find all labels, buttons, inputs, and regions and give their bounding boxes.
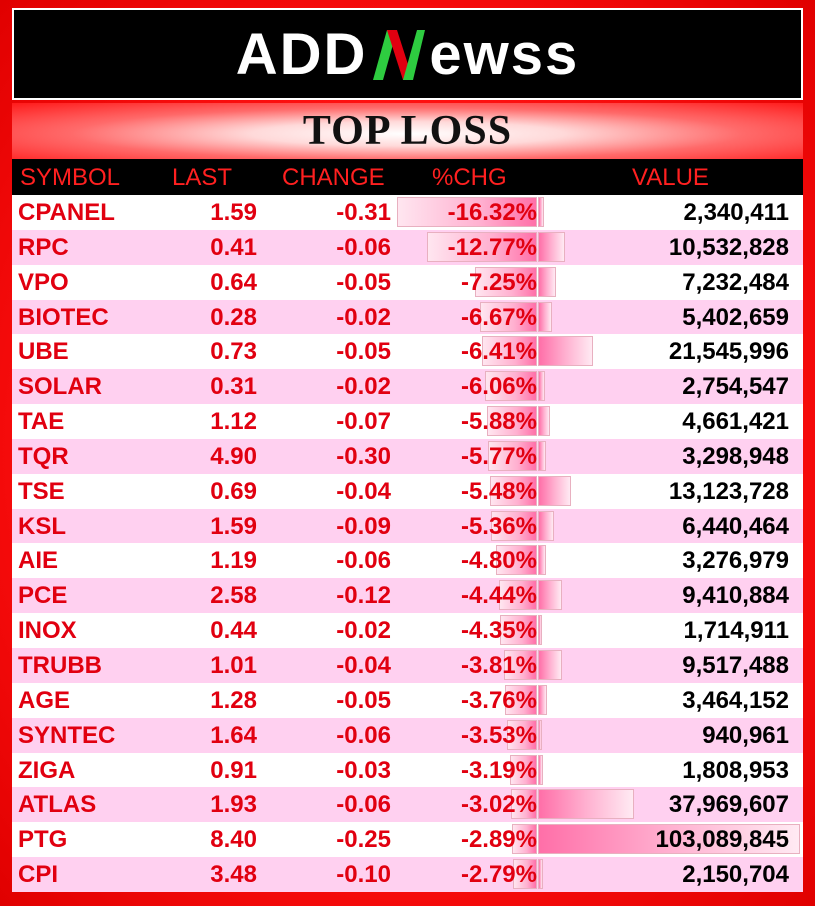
logo-text-right: ewss xyxy=(429,21,580,87)
page-title: TOP LOSS xyxy=(302,108,513,154)
cell-pctchg: -7.25% xyxy=(460,268,537,296)
table-row xyxy=(12,718,803,753)
table-row xyxy=(12,509,803,544)
table-row xyxy=(12,753,803,788)
cell-symbol: SYNTEC xyxy=(18,721,116,749)
table-row xyxy=(12,648,803,683)
cell-change: -0.02 xyxy=(336,617,391,645)
value-bar xyxy=(538,580,562,610)
value-bar xyxy=(538,685,547,715)
table-row xyxy=(12,300,803,335)
cell-pctchg: -5.48% xyxy=(460,477,537,505)
cell-last: 1.28 xyxy=(210,686,257,714)
logo-n-icon xyxy=(369,24,427,84)
cell-last: 0.64 xyxy=(210,268,257,296)
cell-last: 4.90 xyxy=(210,442,257,470)
table-row xyxy=(12,230,803,265)
cell-symbol: TSE xyxy=(18,477,65,505)
cell-symbol: PCE xyxy=(18,582,68,610)
cell-pctchg: -6.06% xyxy=(460,373,537,401)
cell-pctchg: -16.32% xyxy=(447,199,537,226)
value-bar xyxy=(538,232,565,262)
cell-last: 0.73 xyxy=(210,338,257,366)
cell-value: 1,808,953 xyxy=(682,756,789,784)
table-row xyxy=(12,195,803,230)
value-bar xyxy=(538,336,593,366)
cell-change: -0.05 xyxy=(336,686,391,714)
header-change: CHANGE xyxy=(282,164,385,191)
cell-change: -0.06 xyxy=(336,791,391,819)
cell-pctchg: -4.80% xyxy=(460,547,537,575)
cell-last: 8.40 xyxy=(210,826,257,854)
cell-last: 1.64 xyxy=(210,721,257,749)
cell-value: 9,410,884 xyxy=(682,582,789,610)
cell-last: 0.91 xyxy=(210,756,257,784)
cell-symbol: ATLAS xyxy=(18,791,97,819)
cell-change: -0.07 xyxy=(336,408,391,436)
cell-symbol: RPC xyxy=(18,233,69,261)
cell-change: -0.12 xyxy=(336,582,391,610)
table-row xyxy=(12,857,803,892)
cell-change: -0.04 xyxy=(336,651,391,679)
cell-value: 21,545,996 xyxy=(668,338,789,366)
table-row xyxy=(12,474,803,509)
cell-value: 2,150,704 xyxy=(682,861,789,889)
table-header xyxy=(12,159,803,195)
header-symbol: SYMBOL xyxy=(20,164,121,191)
cell-change: -0.06 xyxy=(336,721,391,749)
table-row xyxy=(12,404,803,439)
cell-last: 1.59 xyxy=(210,199,257,226)
title-band xyxy=(12,103,803,159)
header-pctchg: %CHG xyxy=(432,164,507,191)
value-bar xyxy=(538,267,556,297)
cell-last: 1.19 xyxy=(210,547,257,575)
table-row xyxy=(12,787,803,822)
cell-symbol: CPANEL xyxy=(18,199,115,226)
cell-value: 13,123,728 xyxy=(668,477,789,505)
cell-value: 5,402,659 xyxy=(682,303,789,331)
cell-value: 2,340,411 xyxy=(683,199,789,226)
cell-pctchg: -6.67% xyxy=(460,303,537,331)
value-bar xyxy=(538,789,634,819)
loss-table xyxy=(12,159,803,892)
value-bar xyxy=(538,545,546,575)
cell-symbol: VPO xyxy=(18,268,69,296)
value-bar xyxy=(538,476,571,506)
value-bar xyxy=(538,441,546,471)
table-body xyxy=(12,195,803,892)
cell-symbol: INOX xyxy=(18,617,77,645)
cell-pctchg: -3.19% xyxy=(460,756,537,784)
cell-value: 9,517,488 xyxy=(682,651,789,679)
value-bar xyxy=(538,859,543,889)
cell-change: -0.03 xyxy=(336,756,391,784)
cell-symbol: KSL xyxy=(18,512,66,540)
cell-change: -0.25 xyxy=(336,826,391,854)
cell-value: 6,440,464 xyxy=(682,512,789,540)
cell-pctchg: -4.44% xyxy=(460,582,537,610)
cell-pctchg: -3.53% xyxy=(460,721,537,749)
cell-change: -0.09 xyxy=(336,512,391,540)
cell-value: 103,089,845 xyxy=(655,826,789,854)
cell-change: -0.06 xyxy=(336,547,391,575)
table-row xyxy=(12,265,803,300)
cell-value: 1,714,911 xyxy=(683,617,789,645)
cell-pctchg: -6.41% xyxy=(460,338,537,366)
cell-symbol: TAE xyxy=(18,408,65,436)
cell-pctchg: -5.36% xyxy=(460,512,537,540)
value-bar xyxy=(538,302,552,332)
cell-change: -0.31 xyxy=(336,199,391,226)
value-bar xyxy=(538,406,550,436)
cell-last: 1.93 xyxy=(210,791,257,819)
table-row xyxy=(12,822,803,857)
cell-change: -0.30 xyxy=(336,442,391,470)
cell-value: 2,754,547 xyxy=(682,373,789,401)
value-bar xyxy=(538,511,554,541)
table-row xyxy=(12,369,803,404)
value-bar xyxy=(538,371,545,401)
table-row xyxy=(12,543,803,578)
value-bar xyxy=(538,720,542,750)
cell-last: 3.48 xyxy=(210,861,257,889)
value-bar xyxy=(538,650,562,680)
cell-symbol: ZIGA xyxy=(18,756,76,784)
cell-last: 0.28 xyxy=(210,303,257,331)
logo-text-left: ADD xyxy=(235,21,368,87)
cell-pctchg: -3.81% xyxy=(460,651,537,679)
brand-header xyxy=(12,8,803,100)
cell-last: 1.12 xyxy=(210,408,257,436)
table-row xyxy=(12,613,803,648)
cell-value: 10,532,828 xyxy=(668,233,789,261)
cell-symbol: TQR xyxy=(18,442,69,470)
cell-last: 1.01 xyxy=(210,651,257,679)
table-row xyxy=(12,439,803,474)
cell-last: 0.69 xyxy=(210,477,257,505)
cell-last: 1.59 xyxy=(210,512,257,540)
cell-change: -0.05 xyxy=(336,268,391,296)
cell-change: -0.10 xyxy=(336,861,391,889)
cell-value: 940,961 xyxy=(702,721,789,749)
cell-symbol: SOLAR xyxy=(18,373,102,401)
cell-change: -0.04 xyxy=(336,477,391,505)
cell-change: -0.02 xyxy=(336,303,391,331)
cell-value: 7,232,484 xyxy=(682,268,789,296)
cell-last: 0.41 xyxy=(210,233,257,261)
cell-value: 4,661,421 xyxy=(682,408,789,436)
cell-symbol: BIOTEC xyxy=(18,303,109,331)
header-last: LAST xyxy=(172,164,233,191)
cell-last: 2.58 xyxy=(210,582,257,610)
cell-pctchg: -2.89% xyxy=(460,826,537,854)
cell-symbol: AGE xyxy=(18,686,71,714)
cell-pctchg: -5.77% xyxy=(460,442,537,470)
value-bar xyxy=(538,755,543,785)
cell-pctchg: -3.02% xyxy=(460,791,537,819)
cell-change: -0.05 xyxy=(336,338,391,366)
value-bar xyxy=(538,615,542,645)
cell-symbol: UBE xyxy=(18,338,69,366)
cell-value: 3,276,979 xyxy=(682,547,789,575)
cell-pctchg: -4.35% xyxy=(460,617,537,645)
cell-value: 3,298,948 xyxy=(682,442,789,470)
table-row xyxy=(12,578,803,613)
cell-last: 0.31 xyxy=(210,373,257,401)
cell-value: 37,969,607 xyxy=(668,791,789,819)
cell-change: -0.02 xyxy=(336,373,391,401)
brand-logo xyxy=(236,21,580,88)
cell-symbol: CPI xyxy=(18,861,59,889)
cell-symbol: AIE xyxy=(18,547,59,575)
cell-value: 3,464,152 xyxy=(682,686,789,714)
cell-symbol: PTG xyxy=(18,826,68,854)
cell-symbol: TRUBB xyxy=(18,651,102,679)
cell-pctchg: -5.88% xyxy=(460,408,537,436)
cell-last: 0.44 xyxy=(210,617,257,645)
cell-change: -0.06 xyxy=(336,233,391,261)
cell-pctchg: -12.77% xyxy=(447,233,537,261)
header-value: VALUE xyxy=(632,164,709,191)
table-row xyxy=(12,683,803,718)
table-row xyxy=(12,334,803,369)
cell-pctchg: -3.76% xyxy=(460,686,537,714)
value-bar xyxy=(538,197,544,227)
cell-pctchg: -2.79% xyxy=(460,861,537,889)
